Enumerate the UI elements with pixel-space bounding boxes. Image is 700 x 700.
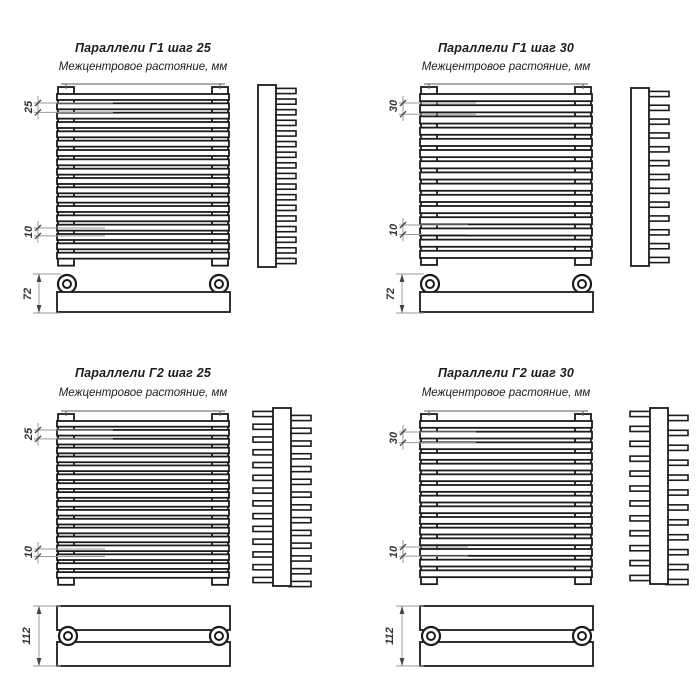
dim-label-gap: 10: [388, 545, 400, 559]
dim-label-gap: 10: [23, 545, 35, 559]
panel-drawing-g2-step25: [33, 408, 311, 666]
dim-label-step: 25: [23, 427, 35, 441]
panel-drawing-g1-step30: [396, 84, 669, 313]
dim-label-depth: 112: [384, 627, 396, 645]
panel-title: Параллели Г2 шаг 30: [437, 366, 575, 380]
dim-label-step: 30: [388, 431, 400, 445]
dim-label-step: 30: [388, 99, 400, 113]
panel-subtitle-dim: Межцентровое растояние, мм: [421, 387, 591, 399]
panel-drawing-g1-step25: [33, 84, 296, 313]
panel-title: Параллели Г1 шаг 25: [74, 41, 212, 55]
panel-drawing-g2-step30: [396, 408, 688, 666]
dim-label-depth: 72: [385, 287, 397, 301]
dim-label-step: 25: [23, 100, 35, 114]
panel-title: Параллели Г2 шаг 25: [74, 366, 212, 380]
dim-label-gap: 10: [23, 225, 35, 239]
panel-title: Параллели Г1 шаг 30: [437, 41, 575, 55]
dim-label-depth: 72: [22, 287, 34, 301]
panel-subtitle-dim: Межцентровое растояние, мм: [58, 61, 228, 73]
dim-label-gap: 10: [388, 223, 400, 237]
panel-subtitle-dim: Межцентровое растояние, мм: [58, 387, 228, 399]
dim-label-depth: 112: [21, 627, 33, 645]
panel-subtitle-dim: Межцентровое растояние, мм: [421, 61, 591, 73]
